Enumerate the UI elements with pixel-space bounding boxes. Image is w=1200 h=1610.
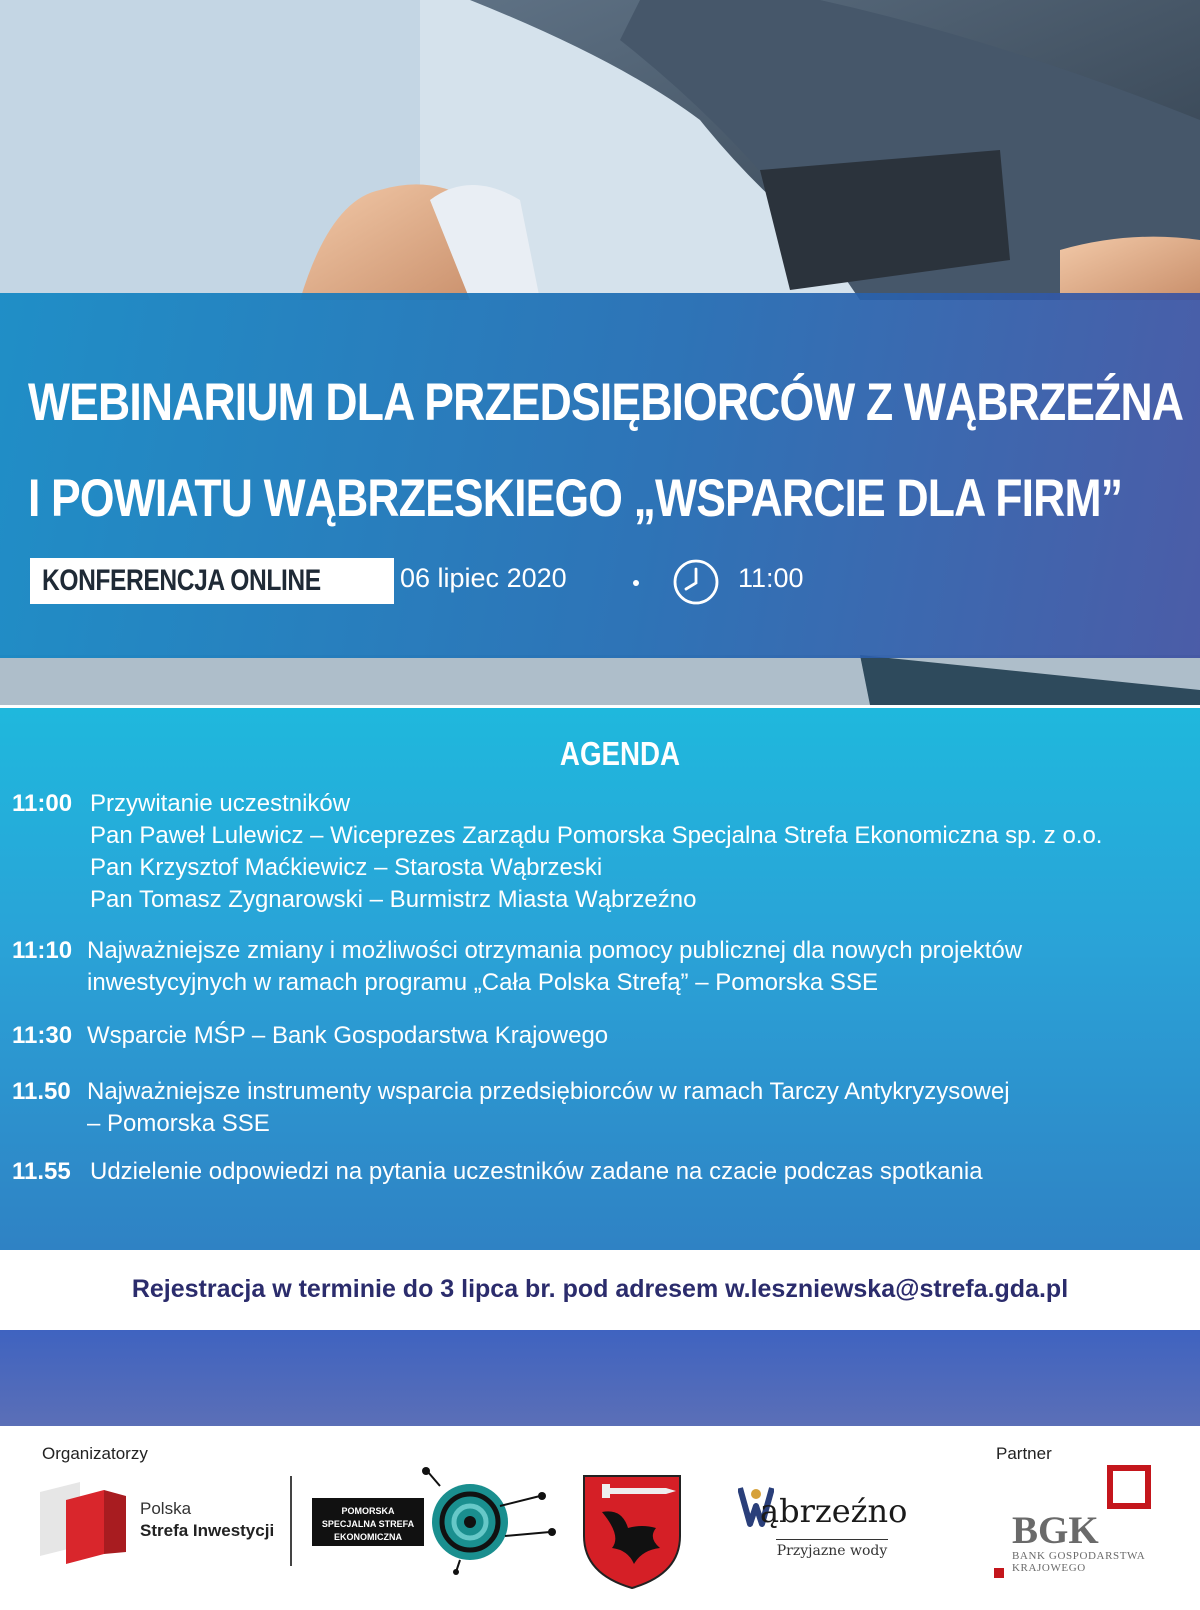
agenda-line: Przywitanie uczestników bbox=[90, 790, 351, 817]
title-line-2: I POWIATU WĄBRZESKIEGO „WSPARCIE DLA FIRM” bbox=[28, 469, 1123, 528]
event-title bbox=[28, 355, 1184, 547]
event-date: 06 lipiec 2020 bbox=[400, 563, 567, 593]
agenda-line: – Pomorska SSE bbox=[87, 1110, 270, 1137]
psi-logo-icon bbox=[40, 1482, 126, 1564]
agenda-time: 11.55 bbox=[12, 1158, 71, 1185]
agenda-line: Najważniejsze instrumenty wsparcia przedsiębiorców w ramach Tarczy Antykryzysowej bbox=[87, 1078, 1010, 1105]
pomorska-sse-line: POMORSKA bbox=[341, 1506, 395, 1516]
registration-text[interactable]: Rejestracja w terminie do 3 lipca br. pod adresem w.leszniewska@strefa.gda.pl bbox=[131, 1275, 1069, 1303]
pomorska-sse-line: SPECJALNA STREFA bbox=[321, 1519, 415, 1529]
title-line-1: WEBINARIUM DLA PRZEDSIĘBIORCÓW Z WĄBRZEŹNA bbox=[28, 373, 1184, 432]
organizers-label: Organizatorzy bbox=[42, 1444, 148, 1463]
wabrzezno-tagline: Przyjazne wody bbox=[776, 1539, 888, 1559]
coat-of-arms-icon bbox=[582, 1474, 682, 1590]
agenda-title: AGENDA bbox=[559, 735, 681, 772]
agenda-line: Pan Tomasz Zygnarowski – Burmistrz Miasta Wąbrzeźno bbox=[90, 886, 697, 913]
registration-section bbox=[0, 1250, 1200, 1330]
agenda-line: Udzielenie odpowiedzi na pytania uczestników zadane na czacie podczas spotkania bbox=[90, 1158, 983, 1185]
pomorska-sse-line: EKONOMICZNA bbox=[334, 1532, 402, 1542]
clock-icon bbox=[672, 558, 720, 606]
agenda-time: 11:00 bbox=[12, 790, 73, 817]
bgk-subtitle: BANK GOSPODARSTWA KRAJOWEGO bbox=[1012, 1550, 1145, 1574]
calendar-day: 6 bbox=[359, 574, 373, 599]
agenda-line: Pan Krzysztof Maćkiewicz – Starosta Wąbrzeski bbox=[90, 854, 603, 881]
agenda-time: 11.50 bbox=[12, 1078, 71, 1105]
online-conference-badge: KONFERENCJA ONLINE bbox=[30, 558, 394, 604]
logo-divider bbox=[290, 1476, 292, 1566]
hero-section bbox=[0, 0, 1200, 705]
pomorska-sse-logo bbox=[310, 1466, 560, 1576]
agenda-line: Wsparcie MŚP – Bank Gospodarstwa Krajowego bbox=[87, 1022, 609, 1049]
separator-dot bbox=[633, 580, 639, 586]
agenda-line: inwestycyjnych w ramach programu „Cała Polska Strefą” – Pomorska SSE bbox=[87, 969, 878, 996]
footer-logos bbox=[0, 1426, 1200, 1610]
partner-label: Partner bbox=[996, 1444, 1052, 1463]
agenda-time: 11:30 bbox=[12, 1022, 73, 1049]
agenda-time: 11:10 bbox=[12, 937, 73, 964]
agenda-line: Pan Paweł Lulewicz – Wiceprezes Zarządu Pomorska Specjalna Strefa Ekonomiczna sp. z o.o. bbox=[90, 822, 1103, 849]
decorative-band bbox=[0, 1330, 1200, 1426]
bgk-logo-text: BGK bbox=[1012, 1509, 1099, 1552]
calendar-icon bbox=[346, 560, 386, 604]
wabrzezno-logo-text: ąbrzeźno bbox=[760, 1492, 908, 1530]
agenda-line: Najważniejsze zmiany i możliwości otrzymania pomocy publicznej dla nowych projektów bbox=[87, 937, 1023, 964]
agenda-section bbox=[0, 708, 1200, 1250]
psi-logo-text: Polska Strefa Inwestycji bbox=[140, 1499, 275, 1540]
event-time: 11:00 bbox=[738, 563, 804, 593]
